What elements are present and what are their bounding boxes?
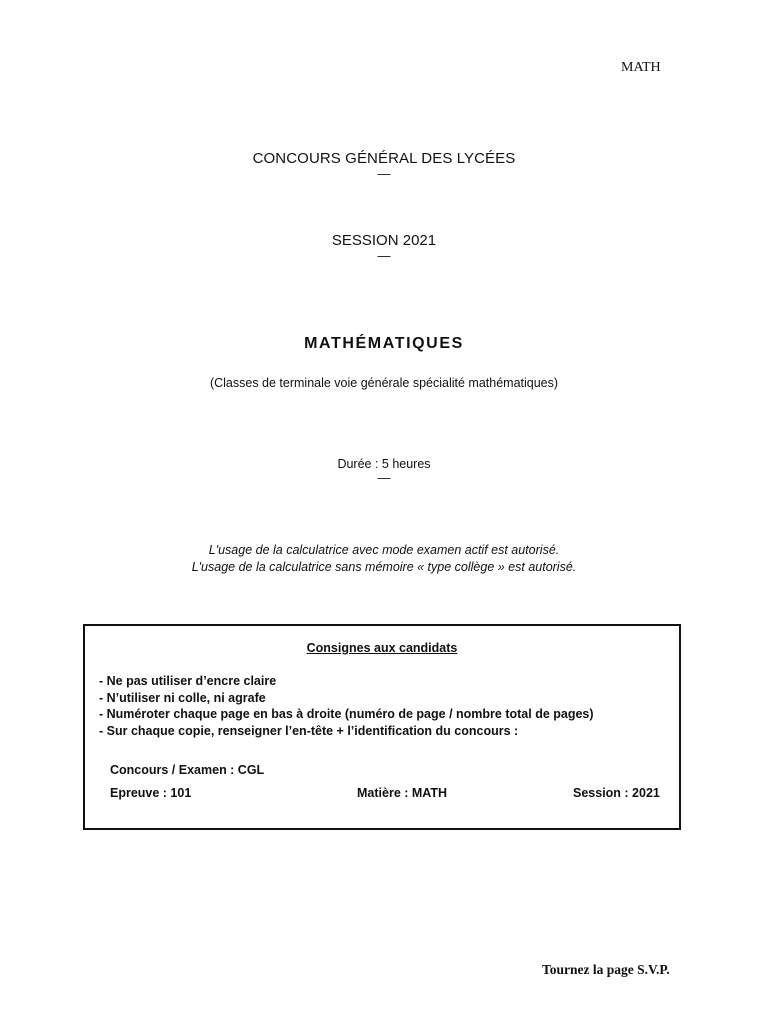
instruction-item: - Numéroter chaque page en bas à droite (numéro de page / nombre total de pages) [99, 707, 594, 721]
classes-description: (Classes de terminale voie générale spécialité mathématiques) [209, 376, 559, 390]
session-separator: — [377, 248, 391, 263]
calculator-rule-exam-mode: L'usage de la calculatrice avec mode examen actif est autorisé. [208, 543, 560, 557]
calculator-rules [0, 542, 768, 576]
competition-name: CONCOURS GÉNÉRAL DES LYCÉES [252, 150, 516, 167]
instructions-list [99, 673, 594, 739]
instruction-item: - Sur chaque copie, renseigner l’en-tête + l’identification du concours : [99, 723, 519, 738]
subject-code: MATH [621, 60, 661, 75]
duration-separator: — [377, 470, 391, 485]
calculator-rule-no-memory: L'usage de la calculatrice sans mémoire « type collège » est autorisé. [191, 560, 577, 574]
exam-duration [0, 457, 768, 484]
duration-text: Durée : 5 heures [337, 457, 431, 471]
turn-page-note: Tournez la page S.V.P. [542, 962, 670, 977]
exam-session: Session : 2021 [573, 786, 660, 800]
instruction-item: - N’utiliser ni colle, ni agrafe [99, 690, 266, 705]
exam-concours: Concours / Examen : CGL [110, 763, 265, 777]
instructions-box [83, 624, 681, 830]
discipline-title: MATHÉMATIQUES [304, 335, 464, 352]
exam-matiere: Matière : MATH [357, 786, 448, 800]
instructions-title: Consignes aux candidats [306, 641, 458, 655]
instruction-item: - Ne pas utiliser d’encre claire [99, 674, 277, 688]
title-separator: — [377, 166, 391, 181]
exam-epreuve: Epreuve : 101 [110, 786, 192, 800]
session-name: SESSION 2021 [331, 232, 437, 249]
session-title [0, 232, 768, 262]
competition-title [0, 150, 768, 180]
